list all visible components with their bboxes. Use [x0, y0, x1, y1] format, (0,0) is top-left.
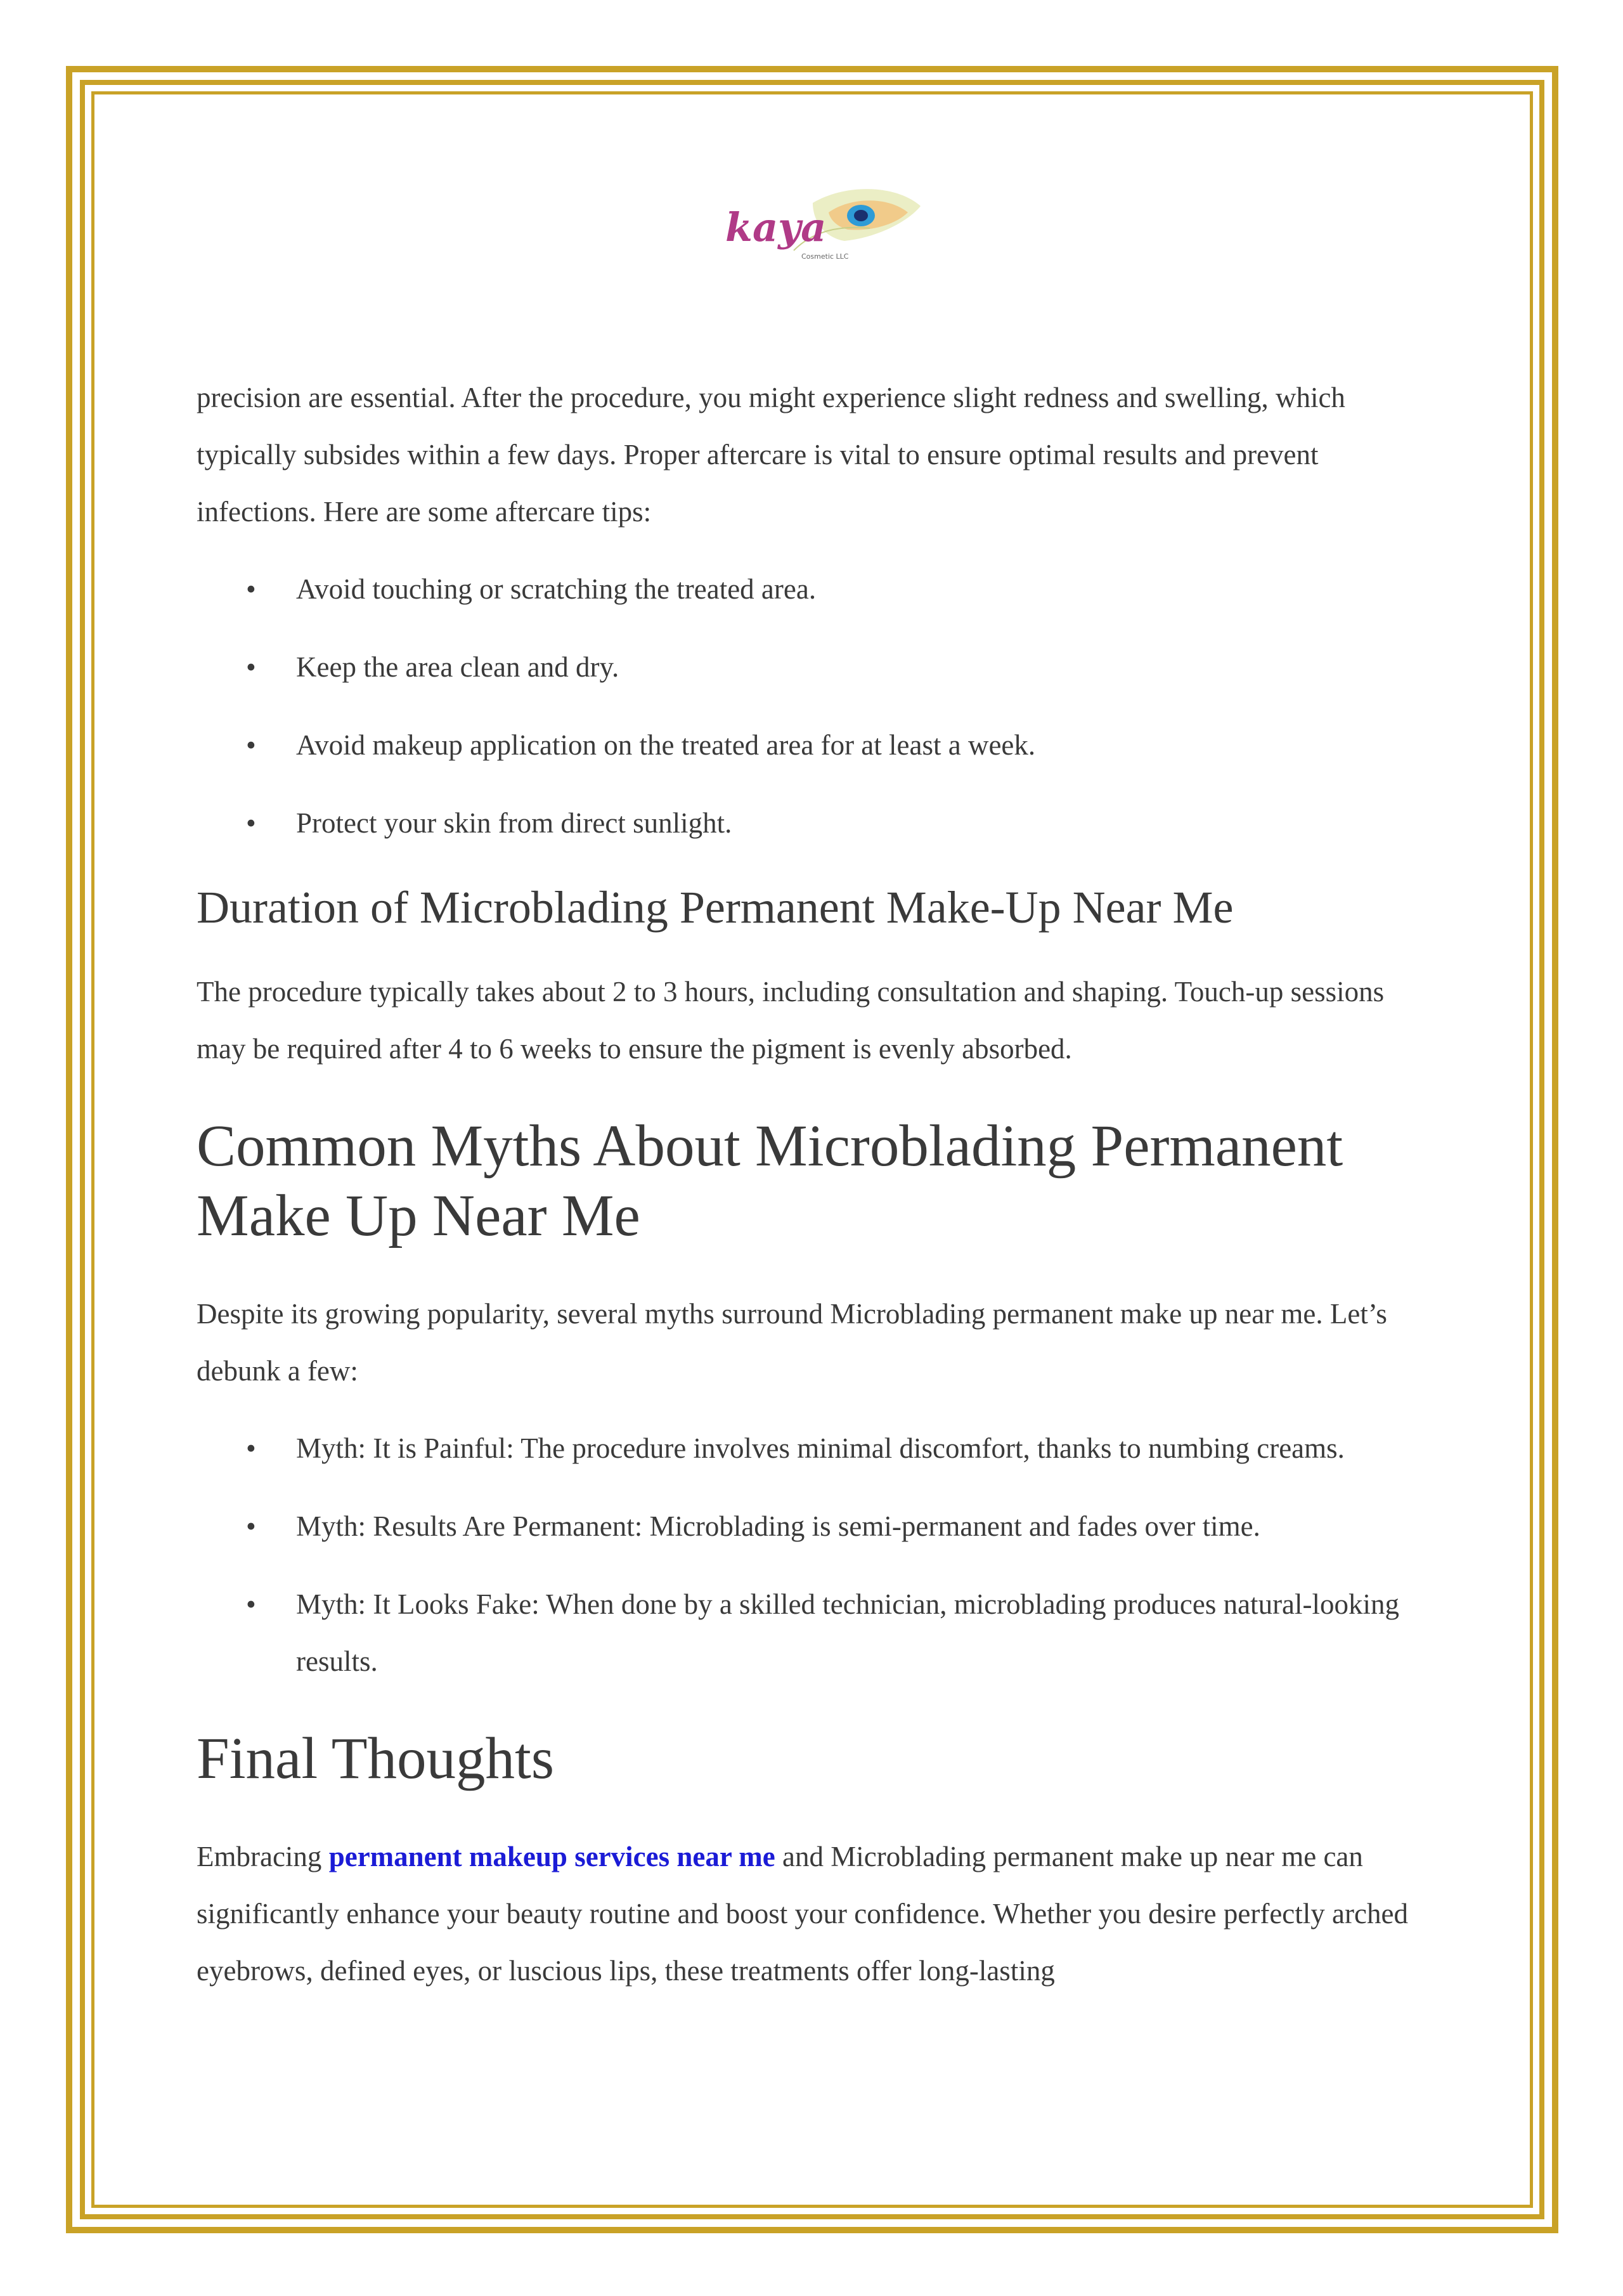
bullet-icon: • — [246, 573, 256, 605]
list-item: • Keep the area clean and dry. — [197, 639, 1439, 696]
bullet-icon: • — [246, 807, 256, 839]
duration-paragraph: The procedure typically takes about 2 to 3 hours, including consultation and shaping. Touch-up sessions may be required after 4 to 6 weeks to ensure the pigment is evenly absorbed. — [197, 976, 1385, 1065]
aftercare-tips-list — [197, 561, 1439, 852]
list-item: • Avoid makeup application on the treated area for at least a week. — [197, 717, 1439, 774]
svg-text:Cosmetic LLC: Cosmetic LLC — [801, 252, 849, 261]
final-thoughts-heading: Final Thoughts — [197, 1726, 555, 1791]
intro-paragraph: precision are essential. After the procedure, you might experience slight redness and swelling, which typically subsides within a few days. Proper aftercare is vital to ensure optimal results and prevent infections. Here are some aftercare tips: — [197, 382, 1345, 528]
document-body — [197, 369, 1439, 1999]
svg-text:kaya: kaya — [725, 204, 827, 250]
myths-paragraph: Despite its growing popularity, several myths surround Microblading permanent make up near me. Let’s debunk a few: — [197, 1298, 1387, 1387]
kaya-logo — [718, 178, 927, 273]
list-item: • Myth: It is Painful: The procedure involves minimal discomfort, thanks to numbing creams. — [197, 1420, 1439, 1477]
myths-heading: Common Myths About Microblading Permanent Make Up Near Me — [197, 1113, 1343, 1249]
bullet-icon: • — [246, 651, 256, 683]
list-item: • Myth: Results Are Permanent: Microblading is semi-permanent and fades over time. — [197, 1498, 1439, 1555]
bullet-icon: • — [246, 1432, 256, 1464]
services-link[interactable]: permanent makeup services near me — [328, 1841, 775, 1872]
bullet-icon: • — [246, 1510, 256, 1542]
list-item: • Protect your skin from direct sunlight. — [197, 795, 1439, 852]
myths-list — [197, 1420, 1439, 1690]
final-paragraph: Embracing permanent makeup services near me and Microblading permanent make up near me can significantly enhance your beauty routine and boost your confidence. Whether you desire perfectly arched eyebrows, defined eyes, or luscious lips, these treatments offer long-lasting — [197, 1841, 1408, 1987]
list-item: • Avoid touching or scratching the treated area. — [197, 561, 1439, 618]
duration-heading: Duration of Microblading Permanent Make-Up Near Me — [197, 882, 1234, 933]
bullet-icon: • — [246, 1588, 256, 1620]
bullet-icon: • — [246, 729, 256, 761]
list-item: • Myth: It Looks Fake: When done by a skilled technician, microblading produces natural-looking results. — [197, 1576, 1439, 1690]
